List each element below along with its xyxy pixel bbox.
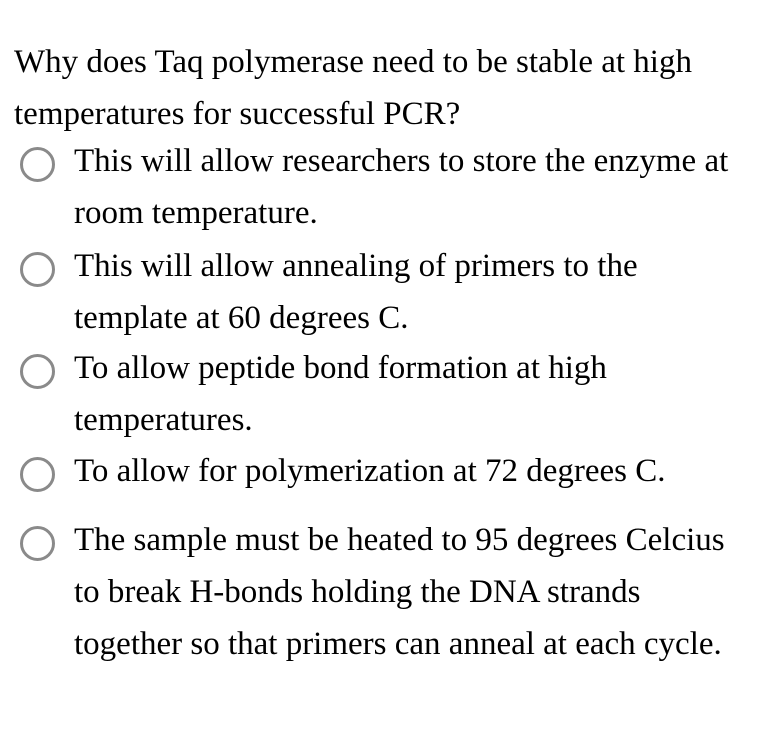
- answer-option-label: This will allow researchers to store the enzyme at room temperature.: [74, 143, 729, 231]
- radio-button-icon[interactable]: [20, 252, 55, 287]
- answer-option-label: This will allow annealing of primers to the template at 60 degrees C.: [74, 248, 638, 336]
- radio-button-icon[interactable]: [20, 526, 55, 561]
- radio-button-icon[interactable]: [20, 354, 55, 389]
- answer-option-label: The sample must be heated to 95 degrees Celcius to break H-bonds holding the DNA strands together so that primers can anneal at each cycle.: [74, 522, 725, 662]
- radio-button-icon[interactable]: [20, 457, 55, 492]
- question-text: Why does Taq polymerase need to be stable at high temperatures for successful PCR?: [14, 44, 692, 132]
- radio-button-icon[interactable]: [20, 147, 55, 182]
- answer-option-label: To allow for polymerization at 72 degrees C.: [74, 453, 666, 489]
- answer-option-label: To allow peptide bond formation at high temperatures.: [74, 350, 607, 438]
